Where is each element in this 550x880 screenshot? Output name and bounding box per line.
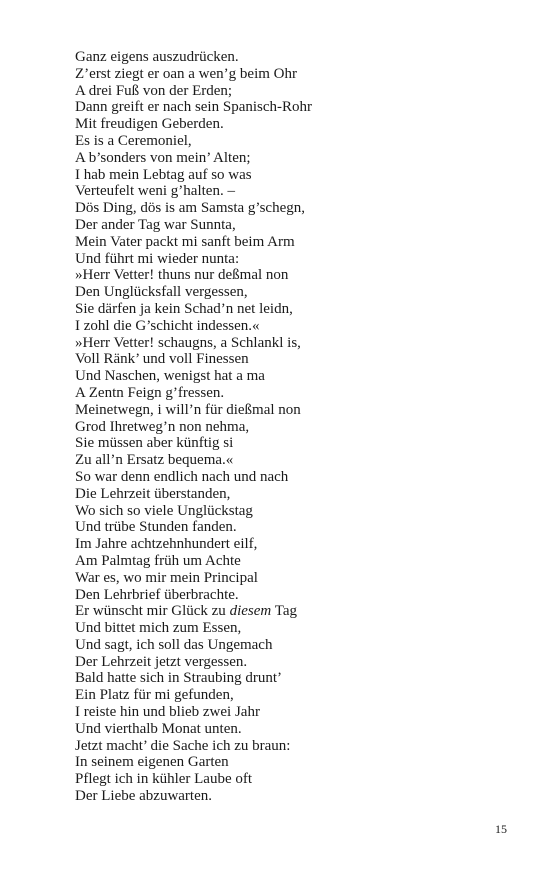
poem-line-text: Die Lehrzeit überstanden, <box>75 485 231 502</box>
poem-line <box>75 687 515 704</box>
poem-line-text: Pflegt ich in kühler Laube oft <box>75 771 253 788</box>
poem-line-text-after: Tag <box>271 603 297 620</box>
poem-line <box>75 351 515 368</box>
poem-line-text: »Herr Vetter! thuns nur deßmal non <box>75 267 289 284</box>
poem-line-text: Jetzt macht’ die Sache ich zu braun: <box>75 737 291 754</box>
poem-line-text: »Herr Vetter! schaugns, a Schlankl is, <box>75 334 301 351</box>
poem-line <box>75 267 515 284</box>
poem-line <box>75 519 515 536</box>
poem-line-text: Dann greift er nach sein Spanisch-Rohr <box>75 99 313 116</box>
poem-line-text: I hab mein Lebtag auf so was <box>75 166 252 183</box>
poem-line-text: Sie därfen ja kein Schad’n net leidn, <box>75 300 293 317</box>
poem-line-text: Mit freudigen Geberden. <box>75 116 224 133</box>
poem-line-text: A Zentn Feign g’fressen. <box>75 384 225 401</box>
poem-line <box>75 637 515 654</box>
poem-line-text: Es is a Ceremoniel, <box>75 132 192 149</box>
poem-line-text: Ganz eigens auszudrücken. <box>75 49 239 65</box>
poem-line <box>75 368 515 385</box>
poem-line <box>75 217 515 234</box>
poem-line-text: Wo sich so viele Unglückstag <box>75 502 253 519</box>
poem-line <box>75 385 515 402</box>
poem-line <box>75 435 515 452</box>
poem-line-text: So war denn endlich nach und nach <box>75 468 289 485</box>
poem-line <box>75 167 515 184</box>
poem-line-text: Sie müssen aber künftig si <box>75 435 234 452</box>
poem-line-text: Und führt mi wieder nunta: <box>75 250 240 267</box>
poem-text <box>75 49 515 805</box>
poem-line-text: Im Jahre achtzehnhundert eilf, <box>75 536 258 553</box>
poem-line <box>75 251 515 268</box>
poem-line-text: Z’erst ziegt er oan a wen’g beim Ohr <box>75 65 297 82</box>
poem-line-text: Dös Ding, dös is am Samsta g’schegn, <box>75 200 305 217</box>
poem-line <box>75 99 515 116</box>
poem-line <box>75 116 515 133</box>
poem-line-text: I reiste hin und blieb zwei Jahr <box>75 704 260 721</box>
poem-line-text: Und sagt, ich soll das Ungemach <box>75 636 273 653</box>
poem-line <box>75 788 515 805</box>
poem-line-text: A drei Fuß von der Erden; <box>75 82 233 99</box>
poem-line <box>75 603 515 620</box>
poem-line <box>75 318 515 335</box>
poem-line <box>75 536 515 553</box>
poem-line <box>75 754 515 771</box>
poem-line-text: Bald hatte sich in Straubing drunt’ <box>75 670 283 687</box>
poem-line <box>75 402 515 419</box>
poem-line-text: War es, wo mir mein Principal <box>75 569 258 586</box>
poem-line <box>75 570 515 587</box>
poem-line-text: Meinetwegn, i will’n für dießmal non <box>75 401 301 418</box>
poem-line <box>75 654 515 671</box>
poem-line <box>75 66 515 83</box>
poem-line-text: Den Lehrbrief überbrachte. <box>75 586 239 603</box>
poem-line-text: Und Naschen, wenigst hat a ma <box>75 368 265 385</box>
poem-line <box>75 620 515 637</box>
poem-line-emphasis: diesem <box>229 603 272 620</box>
poem-line <box>75 234 515 251</box>
poem-line <box>75 469 515 486</box>
poem-line <box>75 419 515 436</box>
poem-line <box>75 771 515 788</box>
poem-line-text: Verteufelt weni g’halten. – <box>75 183 235 200</box>
poem-line-text: Am Palmtag früh um Achte <box>75 552 241 569</box>
poem-line <box>75 301 515 318</box>
poem-line-text: In seinem eigenen Garten <box>75 754 229 771</box>
poem-line <box>75 587 515 604</box>
poem-line <box>75 670 515 687</box>
poem-line-text: Den Unglücksfall vergessen, <box>75 284 248 301</box>
poem-line-text: Ein Platz für mi gefunden, <box>75 687 234 704</box>
page-number: 15 <box>495 822 507 836</box>
poem-line-text: Und trübe Stunden fanden. <box>75 519 237 536</box>
poem-line <box>75 183 515 200</box>
poem-line-text: Und bittet mich zum Essen, <box>75 620 242 637</box>
poem-line <box>75 721 515 738</box>
poem-line <box>75 133 515 150</box>
poem-line <box>75 553 515 570</box>
poem-line <box>75 486 515 503</box>
poem-line <box>75 738 515 755</box>
poem-line <box>75 200 515 217</box>
poem-line-text: I zohl die G’schicht indessen.« <box>75 317 260 334</box>
poem-line-text: A b’sonders von mein’ Alten; <box>75 149 251 166</box>
poem-line-text: Mein Vater packt mi sanft beim Arm <box>75 233 295 250</box>
poem-line <box>75 284 515 301</box>
poem-line <box>75 335 515 352</box>
poem-line <box>75 452 515 469</box>
poem-line-text: Voll Ränk’ und voll Finessen <box>75 351 249 368</box>
poem-line-text: Der Liebe abzuwarten. <box>75 788 213 805</box>
poem-line <box>75 83 515 100</box>
poem-line <box>75 49 515 66</box>
poem-line-text: Er wünscht mir Glück zu <box>75 603 230 620</box>
poem-line <box>75 150 515 167</box>
poem-line-text: Und vierthalb Monat unten. <box>75 720 242 737</box>
poem-line-text: Zu all’n Ersatz bequema.« <box>75 452 234 469</box>
poem-line-text: Grod Ihretweg’n non nehma, <box>75 418 250 435</box>
poem-line-text: Der Lehrzeit jetzt vergessen. <box>75 653 248 670</box>
poem-line <box>75 503 515 520</box>
poem-line <box>75 704 515 721</box>
poem-line-text: Der ander Tag war Sunnta, <box>75 216 236 233</box>
